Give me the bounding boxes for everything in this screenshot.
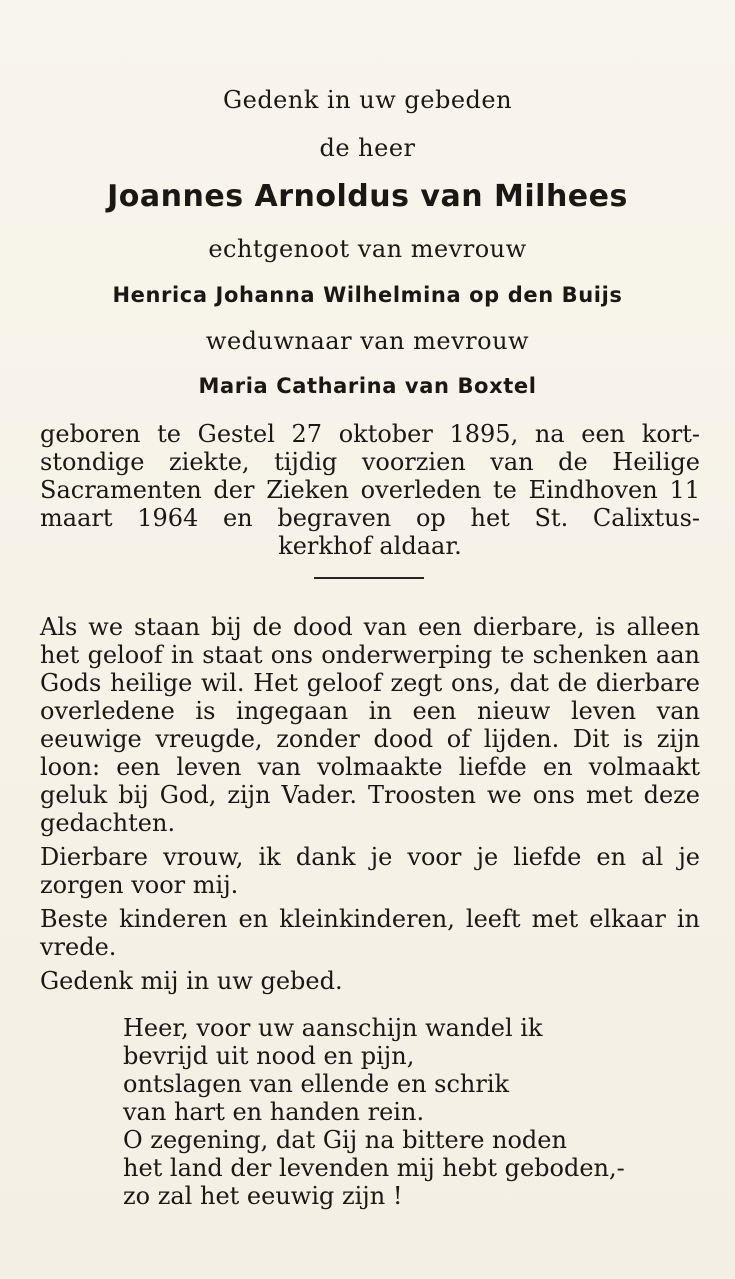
intro-line-2: de heer [319, 134, 416, 162]
poem-line: ontslagen van ellende en schrik [123, 1070, 510, 1098]
meditation-paragraph-4: Gedenk mij in uw gebed. [40, 967, 343, 995]
deceased-name: Joannes Arnoldus van Milhees [107, 179, 628, 214]
spouse-name: Henrica Johanna Wilhelmina op den Buijs [112, 283, 623, 307]
bio-last-line: kerkhof aldaar. [278, 532, 462, 560]
meditation [40, 613, 700, 995]
intro-line-1: Gedenk in uw gebeden [222, 86, 513, 114]
poem [123, 1014, 703, 1210]
intro-line-3: echtgenoot van mevrouw [208, 235, 527, 263]
poem-line: zo zal het eeuwig zijn ! [123, 1182, 403, 1210]
poem-line: van hart en handen rein. [123, 1098, 425, 1126]
poem-line: bevrijd uit nood en pijn, [123, 1042, 415, 1070]
meditation-paragraph-2: Dierbare vrouw, ik dank je voor je liefde en al je zorgen voor mij. [40, 843, 700, 899]
poem-line: O zegening, dat Gij na bittere noden [123, 1126, 567, 1154]
late-wife-name: Maria Catharina van Boxtel [198, 374, 537, 398]
meditation-paragraph-3: Beste kinderen en kleinkinderen, leeft met elkaar in vrede. [40, 905, 700, 961]
poem-line: Heer, voor uw aanschijn wandel ik [123, 1014, 543, 1042]
divider-line [314, 577, 424, 579]
intro-line-4: weduwnaar van mevrouw [205, 327, 530, 355]
meditation-paragraph-1: Als we staan bij de dood van een dierbare, is alleen het geloof in staat ons onderwerping te schenken aan Gods heilige wil. Het geloof zegt ons, dat de dierbare overledene is ingegaan in een nieuw leven van eeuwige vreugde, zonder dood of lijden. Dit is zijn loon: een leven van volmaakte liefde en volmaakt geluk bij God, zijn Vader. Troosten we ons met deze gedachten. [40, 613, 700, 837]
bio-text: geboren te Gestel 27 oktober 1895, na een kort-stondige ziekte, tijdig voorzien van de Heilige Sacramenten der Zieken overleden te Eindhoven 11 maart 1964 en begraven op het St. Calixtus- [40, 420, 700, 532]
poem-line: het land der levenden mij hebt geboden,- [123, 1154, 625, 1182]
